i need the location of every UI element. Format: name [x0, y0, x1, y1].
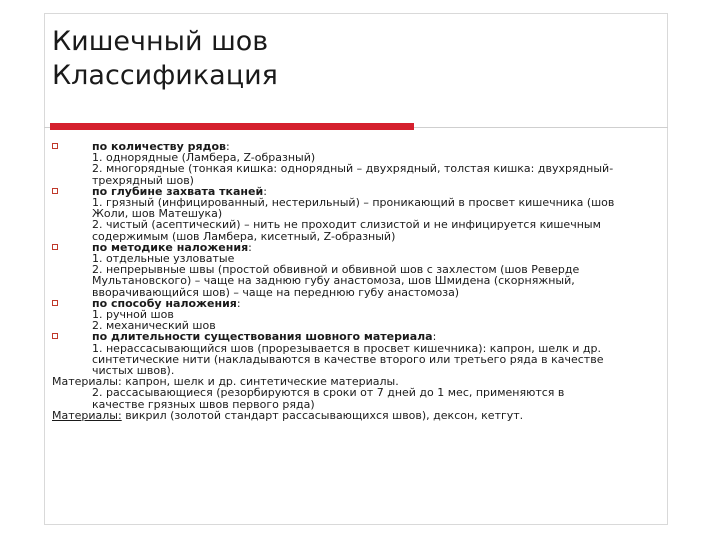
slide-title	[52, 25, 278, 93]
section-line: синтетические нити (накладываются в качестве второго или третьего ряда в качестве	[92, 352, 604, 366]
section-heading: по количеству рядов	[92, 140, 226, 153]
section-line: 1. однорядные (Ламбера, Z-образный)	[92, 151, 316, 165]
section-line: чистых швов).	[92, 364, 175, 378]
section-heading: по способу наложения	[92, 296, 237, 310]
section-heading: по глубине захвата тканей	[92, 184, 264, 198]
materials-text: : капрон, шелк и др. синтетические материалы.	[118, 375, 399, 389]
section-line: Жоли, шов Матешука)	[92, 207, 223, 221]
materials-text: викрил (золотой стандарт рассасывающихся швов), дексон, кетгут.	[121, 408, 524, 422]
slide-content	[52, 141, 662, 421]
square-bullet-icon	[52, 333, 58, 339]
section-line: 2. рассасывающиеся (резорбируются в сроки от 7 дней до 1 мес, применяются в	[92, 386, 565, 400]
section-heading: по методике наложения	[92, 240, 249, 254]
square-bullet-icon	[52, 300, 58, 306]
section-line: 2. многорядные (тонкая кишка: однорядный – двухрядный, толстая кишка: двухрядный-	[92, 162, 614, 176]
section-line: 1. нерассасывающийся шов (прорезывается в просвет кишечника): капрон, шелк и др.	[92, 341, 602, 355]
section-heading: по длительности существования шовного материала	[92, 330, 433, 344]
section-line: качестве грязных швов первого ряда)	[92, 397, 315, 411]
section-4-heading-row: по длительности существования шовного материала:	[52, 331, 662, 342]
section-3-heading-row: по способу наложения:	[52, 298, 662, 309]
materials-label: Материалы	[52, 375, 118, 389]
materials-line-2	[52, 410, 662, 421]
section-line: 2. механический шов	[92, 319, 216, 333]
section-line: трехрядный шов)	[92, 173, 194, 187]
materials-label: Материалы:	[52, 408, 122, 422]
section-line: 2. чистый (асептический) – нить не проходит слизистой и не инфицируется кишечным	[92, 218, 601, 232]
section-0-heading-row: по количеству рядов:	[52, 141, 662, 152]
section-line: содержимым (шов Ламбера, кисетный, Z-образный)	[92, 229, 396, 243]
section-line: Мультановского) – чаще на заднюю губу анастомоза, шов Шмидена (скорняжный,	[92, 274, 575, 288]
title-accent-bar	[50, 123, 414, 130]
section-line: 1. отдельные узловатые	[92, 252, 235, 266]
section-line: 1. грязный (инфицированный, нестерильный) – проникающий в просвет кишечника (шов	[92, 196, 615, 210]
section-line: 1. ручной шов	[92, 308, 174, 322]
square-bullet-icon	[52, 188, 58, 194]
title-line-2: Классификация	[52, 60, 278, 91]
section-line: 2. непрерывные швы (простой обвивной и обвивной шов с захлестом (шов Реверде	[92, 263, 580, 277]
square-bullet-icon	[52, 143, 58, 149]
title-line-1: Кишечный шов	[52, 26, 269, 57]
section-1-heading-row: по глубине захвата тканей:	[52, 186, 662, 197]
square-bullet-icon	[52, 244, 58, 250]
section-line: вворачивающийся шов) – чаще на переднюю губу анастомоза)	[92, 285, 460, 299]
section-2-heading-row: по методике наложения:	[52, 242, 662, 253]
